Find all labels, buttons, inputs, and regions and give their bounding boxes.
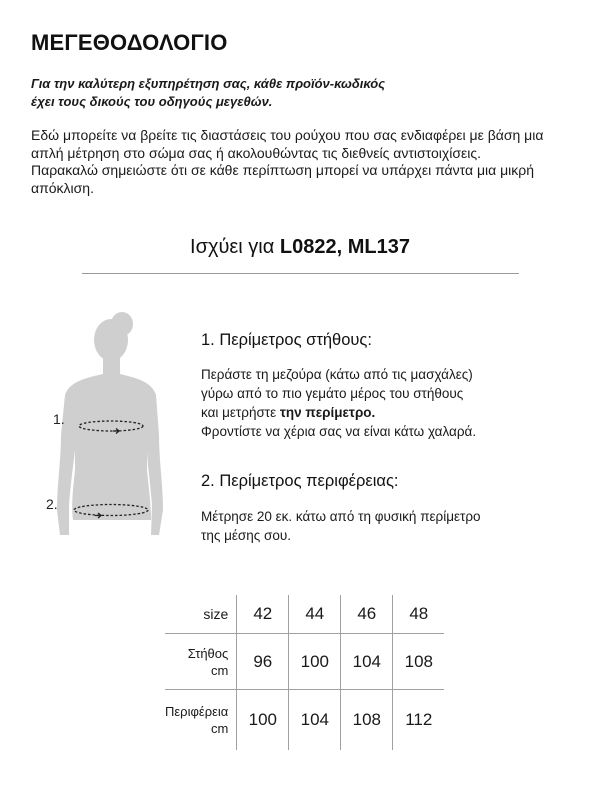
valid-prefix: Ισχύει για bbox=[190, 236, 280, 258]
table-row-chest bbox=[165, 634, 444, 690]
intro-bold-line-1: Για την καλύτερη εξυπηρέτηση σας, κάθε προϊόν-κωδικός bbox=[31, 76, 386, 91]
chest-line-1: Περάστε τη μεζούρα (κάτω από τις μασχάλες) bbox=[201, 367, 473, 382]
table-cell: 104 bbox=[289, 690, 341, 751]
hip-line-2: της μέσης σου. bbox=[201, 528, 291, 543]
valid-codes: L0822, ML137 bbox=[279, 236, 410, 258]
size-table bbox=[165, 595, 444, 750]
section-hip-text bbox=[201, 507, 561, 545]
table-row-hip bbox=[165, 690, 444, 751]
table-cell: 112 bbox=[393, 690, 445, 751]
table-cell: 44 bbox=[289, 595, 341, 634]
table-cell: 108 bbox=[393, 634, 445, 690]
row-label-size bbox=[165, 595, 237, 634]
row-label-line: size bbox=[203, 605, 229, 622]
intro-paragraph-2: Παρακαλώ σημειώστε ότι σε κάθε περίπτωση μπορεί να υπάρχει πάντα μια μικρή απόκλιση. bbox=[31, 162, 535, 196]
table-cell: 46 bbox=[341, 595, 393, 634]
table-cell: 42 bbox=[237, 595, 289, 634]
table-cell: 48 bbox=[393, 595, 445, 634]
intro-bold-line-2: έχει τους δικούς του οδηγούς μεγεθών. bbox=[31, 94, 273, 109]
page-title: ΜΕΓΕΘΟΔΟΛΟΓΙΟ bbox=[31, 30, 228, 55]
hip-line-1: Μέτρησε 20 εκ. κάτω από τη φυσική περίμετρο bbox=[201, 509, 481, 524]
table-cell: 104 bbox=[341, 634, 393, 690]
table-cell: 96 bbox=[237, 634, 289, 690]
section-hip-title: 2. Περίμετρος περιφέρειας: bbox=[201, 472, 399, 490]
chest-line-3-bold: την περίμετρο. bbox=[279, 405, 376, 420]
figure-label-chest: 1. bbox=[53, 411, 65, 427]
section-chest-title: 1. Περίμετρος στήθους: bbox=[201, 331, 372, 349]
figure-label-hip: 2. bbox=[46, 496, 58, 512]
table-cell: 100 bbox=[237, 690, 289, 751]
row-label-unit: cm bbox=[210, 721, 229, 736]
body-silhouette-figure bbox=[55, 300, 165, 555]
table-cell: 100 bbox=[289, 634, 341, 690]
section-chest-text bbox=[201, 365, 561, 441]
row-label-line: Στήθος bbox=[187, 645, 229, 661]
intro-paragraph-1: Εδώ μπορείτε να βρείτε τις διαστάσεις του ρούχου που σας ενδιαφέρει με βάση μια απλή μέτρηση στο σώμα σας ή ακολουθώντας τις διεθνείς αντιστοιχίσεις. bbox=[31, 127, 544, 161]
chest-line-2: γύρω από το πιο γεμάτο μέρος του στήθους bbox=[201, 386, 464, 401]
intro-bold-note bbox=[31, 75, 571, 111]
row-label-hip bbox=[165, 690, 237, 751]
row-label-chest bbox=[165, 634, 237, 690]
row-label-unit: cm bbox=[210, 662, 229, 678]
table-cell: 108 bbox=[341, 690, 393, 751]
chest-line-4: Φροντίστε να χέρια σας να είναι κάτω χαλαρά. bbox=[201, 424, 477, 439]
intro-text bbox=[31, 127, 571, 197]
table-row-size bbox=[165, 595, 444, 634]
chest-line-3 bbox=[201, 403, 561, 422]
divider-line bbox=[82, 273, 519, 274]
silhouette-icon bbox=[57, 312, 163, 535]
row-label-line: Περιφέρεια bbox=[165, 704, 229, 719]
valid-for-heading bbox=[0, 236, 600, 259]
chest-line-3-prefix: και μετρήστε bbox=[201, 405, 280, 420]
